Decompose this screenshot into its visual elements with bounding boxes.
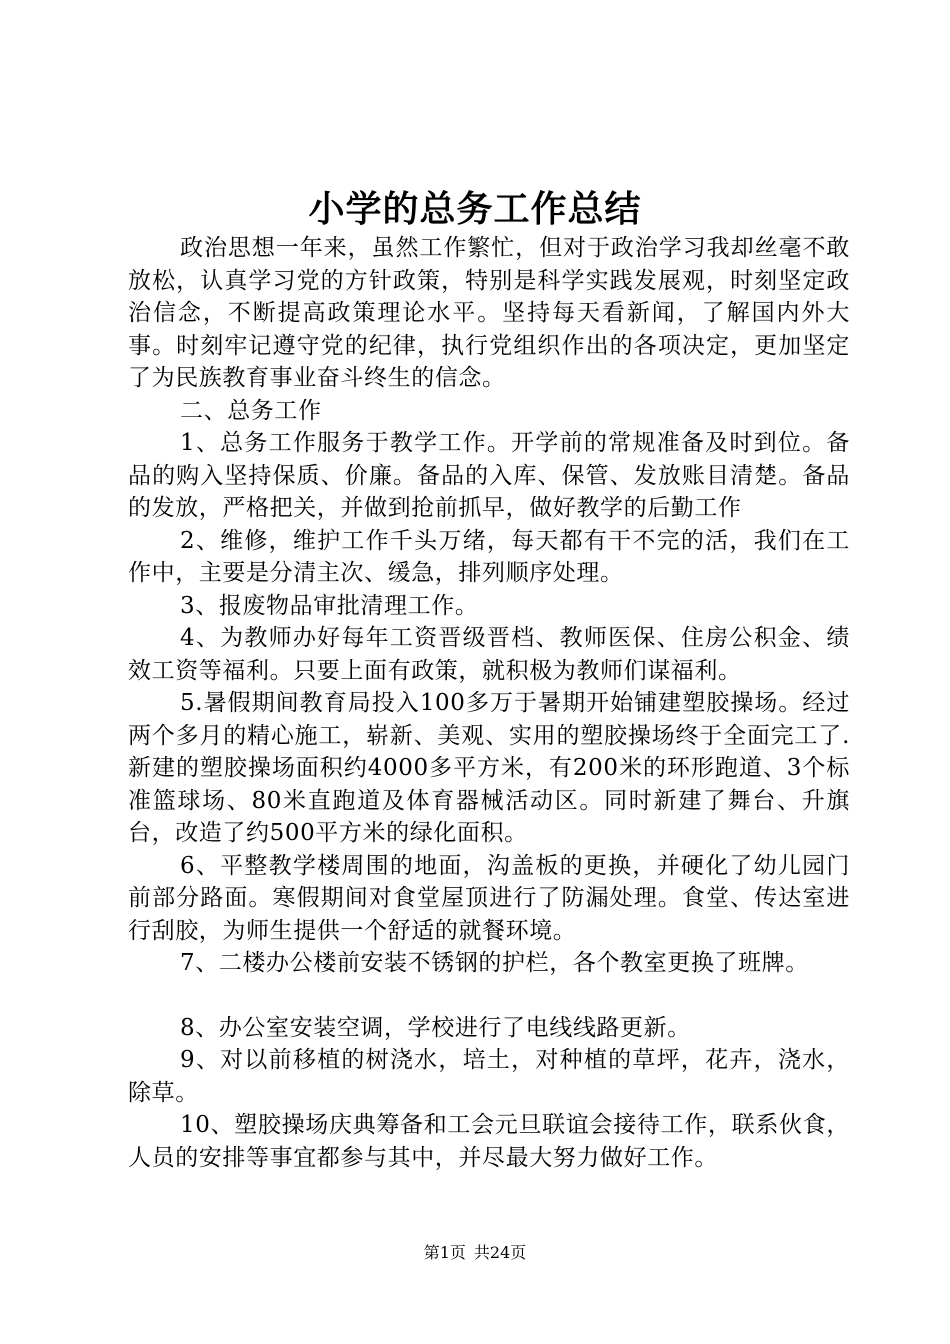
paragraph-item-7: 7、二楼办公楼前安装不锈钢的护栏，各个教室更换了班牌。 (180, 950, 809, 976)
page-footer (0, 1242, 950, 1264)
paragraph-item-6: 6、平整教学楼周围的地面，沟盖板的更换，并硬化了幼儿园门前部分路面。寒假期间对食堂屋顶进行了防漏处理。食堂、传达室进行刮胶，为师生提供一个舒适的就餐环境。 (128, 852, 850, 944)
total-pages: 共24页 (473, 1243, 527, 1262)
document-body (128, 232, 850, 1174)
paragraph-political-thought: 政治思想一年来，虽然工作繁忙，但对于政治学习我却丝毫不敢放松，认真学习党的方针政策，特别是科学实践发展观，时刻坚定政治信念，不断提高政策理论水平。坚持每天看新闻，了解国内外大事。时刻牢记遵守党的纪律，执行党组织作出的各项决定，更加坚定了为民族教育事业奋斗终生的信念。 (128, 235, 850, 391)
page-number: 第1页 (423, 1243, 466, 1262)
paragraph-item-2: 2、维修，维护工作千头万绪，每天都有干不完的活，我们在工作中，主要是分清主次、缓急，排列顺序处理。 (128, 527, 850, 586)
paragraph-item-3: 3、报废物品审批清理工作。 (180, 592, 479, 619)
paragraph-item-4: 4、为教师办好每年工资晋级晋档、教师医保、住房公积金、绩效工资等福利。只要上面有政策，就积极为教师们谋福利。 (128, 625, 850, 684)
paragraph-item-9: 9、对以前移植的树浇水，培土，对种植的草坪，花卉，浇水，除草。 (128, 1047, 850, 1106)
paragraph-item-10: 10、塑胶操场庆典筹备和工会元旦联谊会接待工作，联系伙食，人员的安排等事宜都参与其中，并尽最大努力做好工作。 (128, 1112, 850, 1171)
paragraph-item-5: 5.暑假期间教育局投入100多万于暑期开始铺建塑胶操场。经过两个多月的精心施工，崭新、美观、实用的塑胶操场终于全面完工了.新建的塑胶操场面积约4000多平方米，有200米的环形跑道、3个标准篮球场、80米直跑道及体育器械活动区。同时新建了舞台、升旗台，改造了约500平方米的绿化面积。 (128, 690, 850, 846)
paragraph-item-8: 8、办公室安装空调，学校进行了电线线路更新。 (180, 1014, 691, 1041)
section-heading-general-affairs: 二、总务工作 (180, 397, 322, 424)
paragraph-item-1: 1、总务工作服务于教学工作。开学前的常规准备及时到位。备品的购入坚持保质、价廉。备品的入库、保管、发放账目清楚。备品的发放，严格把关，并做到抢前抓早，做好教学的后勤工作 (128, 430, 850, 521)
document-title: 小学的总务工作总结 (308, 188, 642, 230)
